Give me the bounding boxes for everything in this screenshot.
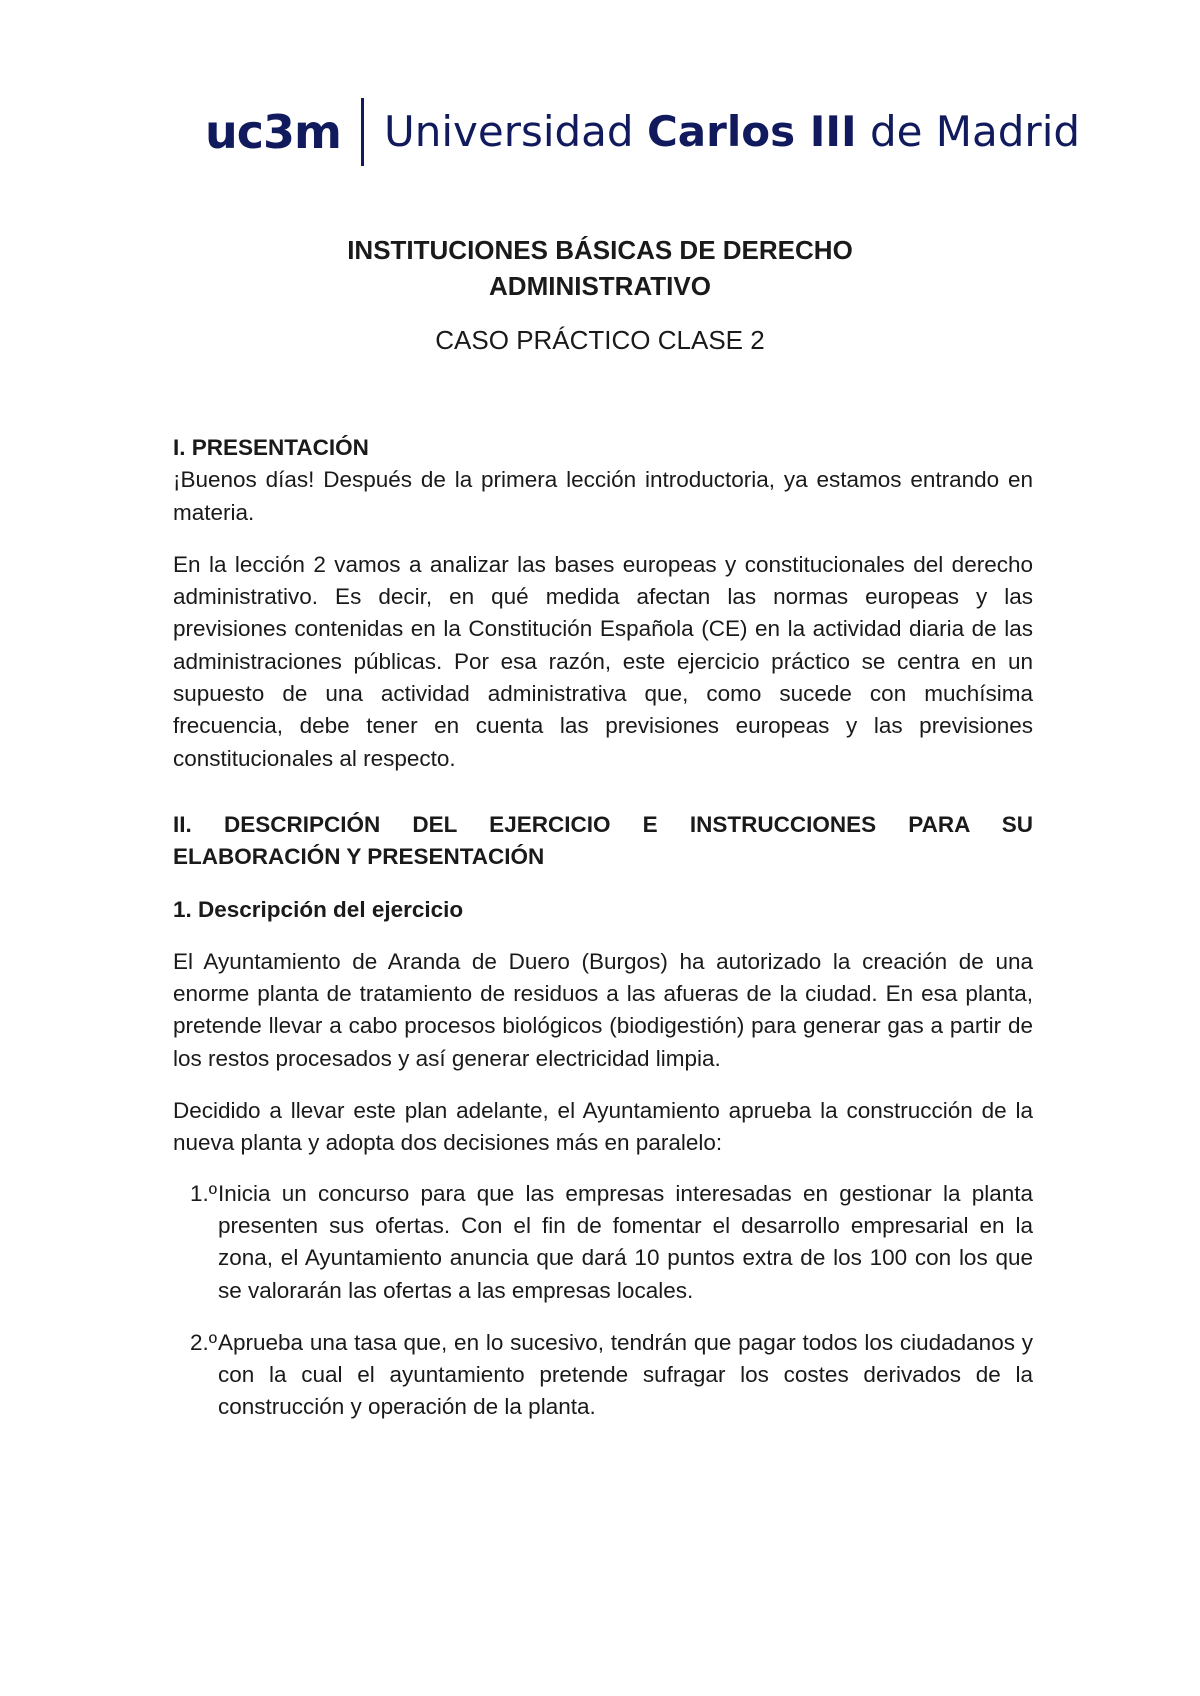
document-body bbox=[173, 432, 1033, 1424]
document-title-line1: INSTITUCIONES BÁSICAS DE DERECHO bbox=[347, 235, 853, 265]
list-item bbox=[173, 1327, 1033, 1424]
document-title-line2: ADMINISTRATIVO bbox=[489, 271, 711, 301]
list-item-number: 2.º bbox=[190, 1329, 217, 1355]
section2-paragraph-2: Decidido a llevar este plan adelante, el Ayuntamiento aprueba la construcción de la nueva planta y adopta dos decisiones más en paralelo: bbox=[173, 1098, 1033, 1156]
section1-paragraph-1: ¡Buenos días! Después de la primera lección introductoria, ya estamos entrando en materia. bbox=[173, 467, 1033, 525]
document-subtitle: CASO PRÁCTICO CLASE 2 bbox=[435, 325, 765, 355]
section2-heading-line1: II. DESCRIPCIÓN DEL EJERCICIO E INSTRUCCIONES PARA SU bbox=[173, 811, 1033, 837]
section2-heading-line2: ELABORACIÓN Y PRESENTACIÓN bbox=[173, 844, 545, 870]
list-item-number: 1.º bbox=[190, 1180, 217, 1206]
section1-heading: I. PRESENTACIÓN bbox=[173, 435, 369, 460]
logo-university-name bbox=[383, 107, 1081, 156]
section2-paragraph-1: El Ayuntamiento de Aranda de Duero (Burgos) ha autorizado la creación de una enorme planta de tratamiento de residuos a las afueras de la ciudad. En esa planta, pretende llevar a cabo procesos biológicos (biodigestión) para generar gas a partir de los restos procesados y así generar electricidad limpia. bbox=[173, 948, 1033, 1071]
section1-paragraph-2: En la lección 2 vamos a analizar las bases europeas y constitucionales del derecho administrativo. Es decir, en qué medida afectan las normas europeas y las previsiones contenidas en la Constitución Española (CE) en la actividad diaria de las administraciones públicas. Por esa razón, este ejercicio práctico se centra en un supuesto de una actividad administrativa que, como sucede con muchísima frecuencia, debe tener en cuenta las previsiones europeas y las previsiones constitucionales al respecto. bbox=[173, 551, 1033, 771]
list-item bbox=[173, 1178, 1033, 1307]
logo-name-part3: de Madrid bbox=[869, 107, 1081, 156]
section2-subheading: 1. Descripción del ejercicio bbox=[173, 896, 464, 922]
logo-name-part2: Carlos III bbox=[646, 107, 857, 156]
university-logo bbox=[205, 96, 1080, 168]
logo-name-part1: Universidad bbox=[383, 107, 634, 156]
list-item-text: Aprueba una tasa que, en lo sucesivo, tendrán que pagar todos los ciudadanos y con la cual el ayuntamiento pretende sufragar los costes derivados de la construcción y operación de la planta. bbox=[218, 1329, 1033, 1420]
list-item-text: Inicia un concurso para que las empresas interesadas en gestionar la planta presenten sus ofertas. Con el fin de fomentar el desarrollo empresarial en la zona, el Ayuntamiento anuncia que dará 10 puntos extra de los 100 con los que se valorarán las ofertas a las empresas locales. bbox=[218, 1180, 1033, 1303]
logo-mark: uc3m bbox=[205, 105, 341, 159]
logo-divider bbox=[361, 98, 364, 166]
